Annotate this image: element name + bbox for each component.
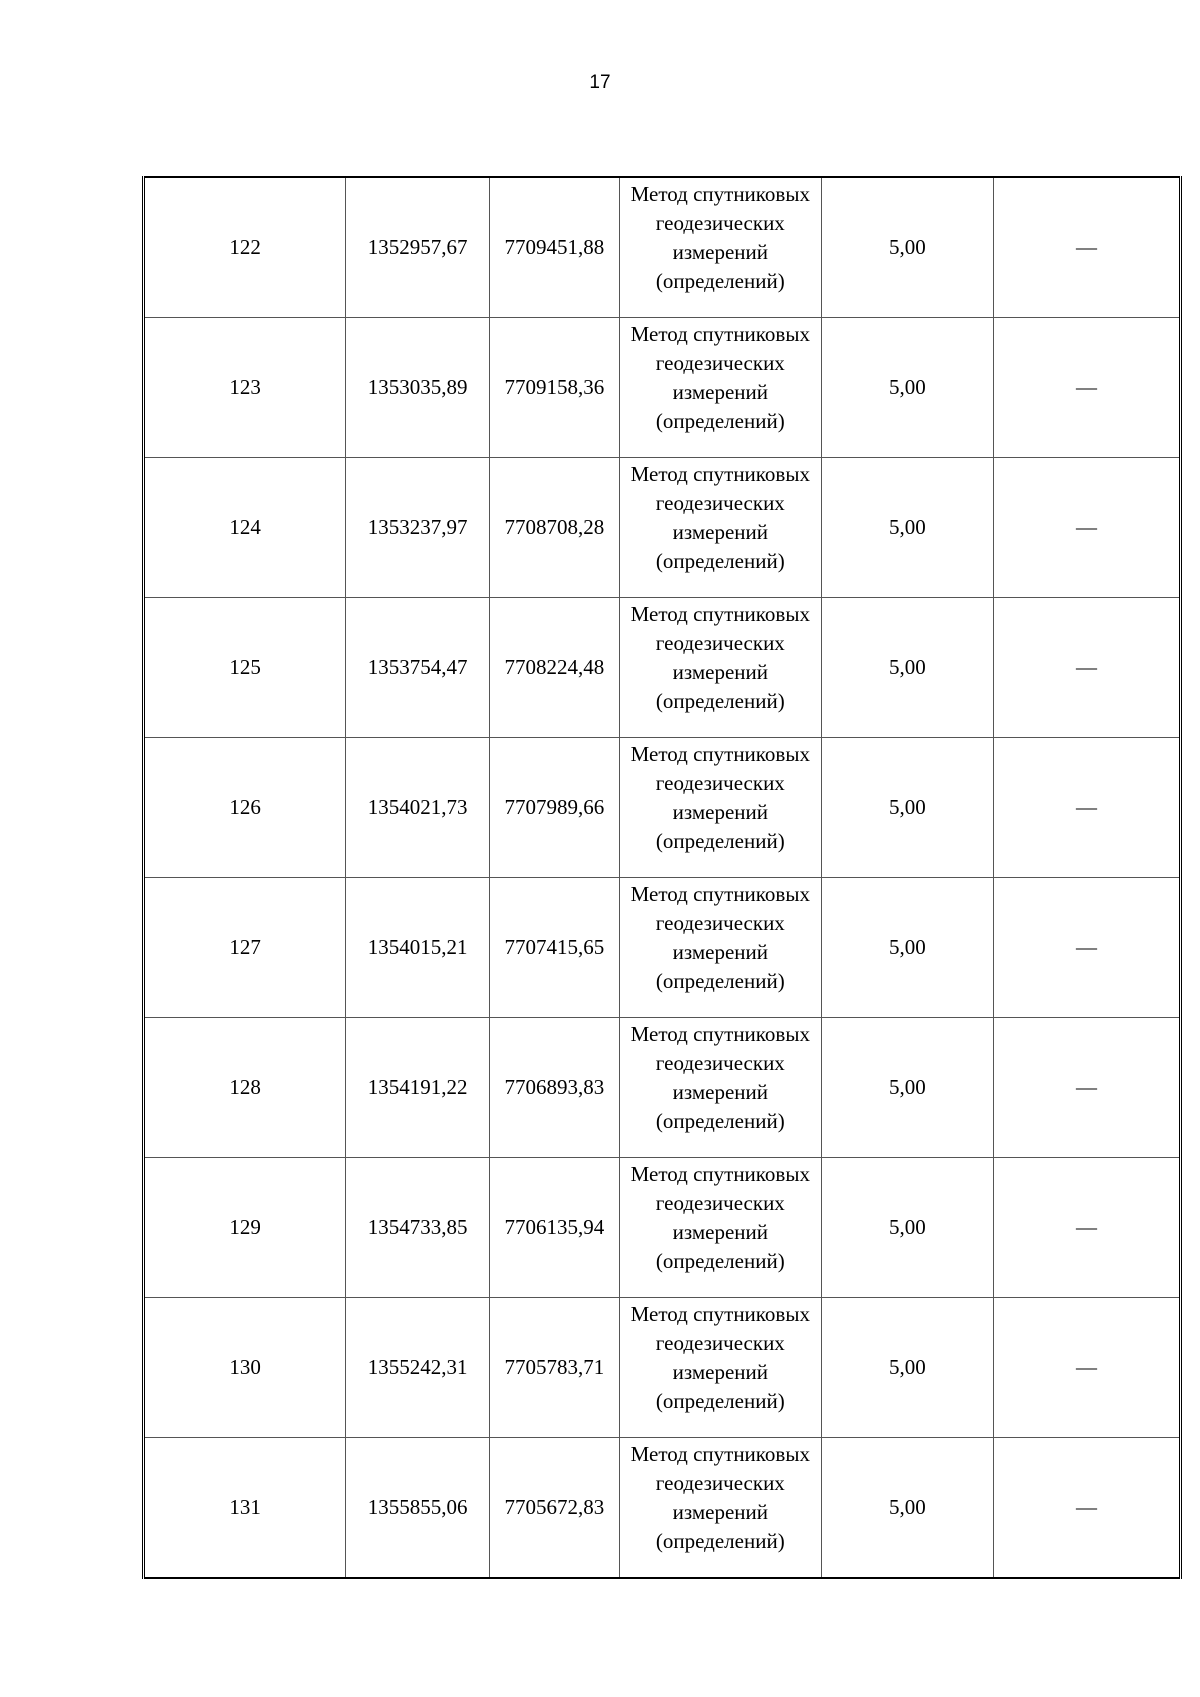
x-coordinate-cell: 1353035,89	[346, 318, 490, 458]
table-row	[144, 878, 1181, 1018]
table-row	[144, 1298, 1181, 1438]
point-number-cell: 125	[144, 598, 346, 738]
x-coordinate-cell: 1354021,73	[346, 738, 490, 878]
method-cell	[619, 458, 821, 598]
method-cell	[619, 598, 821, 738]
accuracy-cell: 5,00	[821, 1298, 993, 1438]
table-row	[144, 598, 1181, 738]
table-row	[144, 177, 1181, 318]
description-cell: —	[993, 738, 1180, 878]
accuracy-cell: 5,00	[821, 458, 993, 598]
x-coordinate-cell: 1354191,22	[346, 1018, 490, 1158]
method-text-line: (определений)	[655, 829, 785, 853]
method-text-line: Метод спутниковых	[630, 882, 810, 906]
description-cell: —	[993, 318, 1180, 458]
table-row	[144, 458, 1181, 598]
accuracy-cell: 5,00	[821, 738, 993, 878]
point-number-cell: 131	[144, 1438, 346, 1579]
table-row	[144, 738, 1181, 878]
method-text-line: измерений	[672, 240, 768, 264]
table-row	[144, 1438, 1181, 1579]
y-coordinate-cell: 7709158,36	[489, 318, 619, 458]
description-cell: —	[993, 1298, 1180, 1438]
y-coordinate-cell: 7705672,83	[489, 1438, 619, 1579]
method-text-line: (определений)	[655, 409, 785, 433]
accuracy-cell: 5,00	[821, 878, 993, 1018]
description-cell: —	[993, 1438, 1180, 1579]
description-cell: —	[993, 1158, 1180, 1298]
method-cell	[619, 318, 821, 458]
method-text-line: геодезических	[655, 771, 785, 795]
method-text-line: (определений)	[655, 549, 785, 573]
method-cell	[619, 738, 821, 878]
y-coordinate-cell: 7708224,48	[489, 598, 619, 738]
method-text-line: измерений	[672, 1080, 768, 1104]
method-text-line: (определений)	[655, 689, 785, 713]
description-cell: —	[993, 598, 1180, 738]
method-text-line: геодезических	[655, 1191, 785, 1215]
method-text-line: Метод спутниковых	[630, 1302, 810, 1326]
point-number-cell: 122	[144, 177, 346, 318]
description-cell: —	[993, 458, 1180, 598]
accuracy-cell: 5,00	[821, 1158, 993, 1298]
method-text-line: (определений)	[655, 969, 785, 993]
y-coordinate-cell: 7708708,28	[489, 458, 619, 598]
point-number-cell: 128	[144, 1018, 346, 1158]
table-row	[144, 1158, 1181, 1298]
point-number-cell: 124	[144, 458, 346, 598]
y-coordinate-cell: 7707415,65	[489, 878, 619, 1018]
method-text-line: Метод спутниковых	[630, 1442, 810, 1466]
x-coordinate-cell: 1354015,21	[346, 878, 490, 1018]
accuracy-cell: 5,00	[821, 1438, 993, 1579]
description-cell: —	[993, 177, 1180, 318]
y-coordinate-cell: 7706135,94	[489, 1158, 619, 1298]
method-text-line: Метод спутниковых	[630, 462, 810, 486]
method-text-line: измерений	[672, 940, 768, 964]
method-text-line: геодезических	[655, 491, 785, 515]
method-cell	[619, 1158, 821, 1298]
method-text-line: измерений	[672, 1500, 768, 1524]
method-text-line: (определений)	[655, 1529, 785, 1553]
method-text-line: Метод спутниковых	[630, 322, 810, 346]
method-text-line: измерений	[672, 660, 768, 684]
description-cell: —	[993, 1018, 1180, 1158]
accuracy-cell: 5,00	[821, 177, 993, 318]
coordinates-table	[142, 176, 1182, 1579]
method-text-line: измерений	[672, 520, 768, 544]
y-coordinate-cell: 7709451,88	[489, 177, 619, 318]
point-number-cell: 127	[144, 878, 346, 1018]
method-cell	[619, 878, 821, 1018]
x-coordinate-cell: 1354733,85	[346, 1158, 490, 1298]
method-text-line: (определений)	[655, 1249, 785, 1273]
method-text-line: геодезических	[655, 1051, 785, 1075]
method-text-line: (определений)	[655, 1389, 785, 1413]
x-coordinate-cell: 1353237,97	[346, 458, 490, 598]
method-text-line: измерений	[672, 1220, 768, 1244]
x-coordinate-cell: 1353754,47	[346, 598, 490, 738]
method-cell	[619, 177, 821, 318]
point-number-cell: 130	[144, 1298, 346, 1438]
x-coordinate-cell: 1355242,31	[346, 1298, 490, 1438]
method-text-line: геодезических	[655, 1471, 785, 1495]
method-text-line: Метод спутниковых	[630, 1162, 810, 1186]
table-row	[144, 318, 1181, 458]
method-cell	[619, 1298, 821, 1438]
method-text-line: геодезических	[655, 211, 785, 235]
point-number-cell: 126	[144, 738, 346, 878]
table-row	[144, 1018, 1181, 1158]
page-number: 17	[589, 72, 611, 93]
method-text-line: измерений	[672, 380, 768, 404]
x-coordinate-cell: 1352957,67	[346, 177, 490, 318]
method-text-line: (определений)	[655, 269, 785, 293]
accuracy-cell: 5,00	[821, 318, 993, 458]
method-text-line: измерений	[672, 1360, 768, 1384]
method-text-line: геодезических	[655, 911, 785, 935]
method-text-line: Метод спутниковых	[630, 1022, 810, 1046]
method-text-line: геодезических	[655, 351, 785, 375]
method-cell	[619, 1438, 821, 1579]
x-coordinate-cell: 1355855,06	[346, 1438, 490, 1579]
method-text-line: геодезических	[655, 1331, 785, 1355]
accuracy-cell: 5,00	[821, 598, 993, 738]
method-cell	[619, 1018, 821, 1158]
description-cell: —	[993, 878, 1180, 1018]
y-coordinate-cell: 7706893,83	[489, 1018, 619, 1158]
point-number-cell: 129	[144, 1158, 346, 1298]
method-text-line: измерений	[672, 800, 768, 824]
accuracy-cell: 5,00	[821, 1018, 993, 1158]
method-text-line: Метод спутниковых	[630, 742, 810, 766]
coordinates-table-body	[144, 177, 1181, 1578]
method-text-line: (определений)	[655, 1109, 785, 1133]
y-coordinate-cell: 7705783,71	[489, 1298, 619, 1438]
y-coordinate-cell: 7707989,66	[489, 738, 619, 878]
method-text-line: Метод спутниковых	[630, 182, 810, 206]
method-text-line: геодезических	[655, 631, 785, 655]
point-number-cell: 123	[144, 318, 346, 458]
method-text-line: Метод спутниковых	[630, 602, 810, 626]
